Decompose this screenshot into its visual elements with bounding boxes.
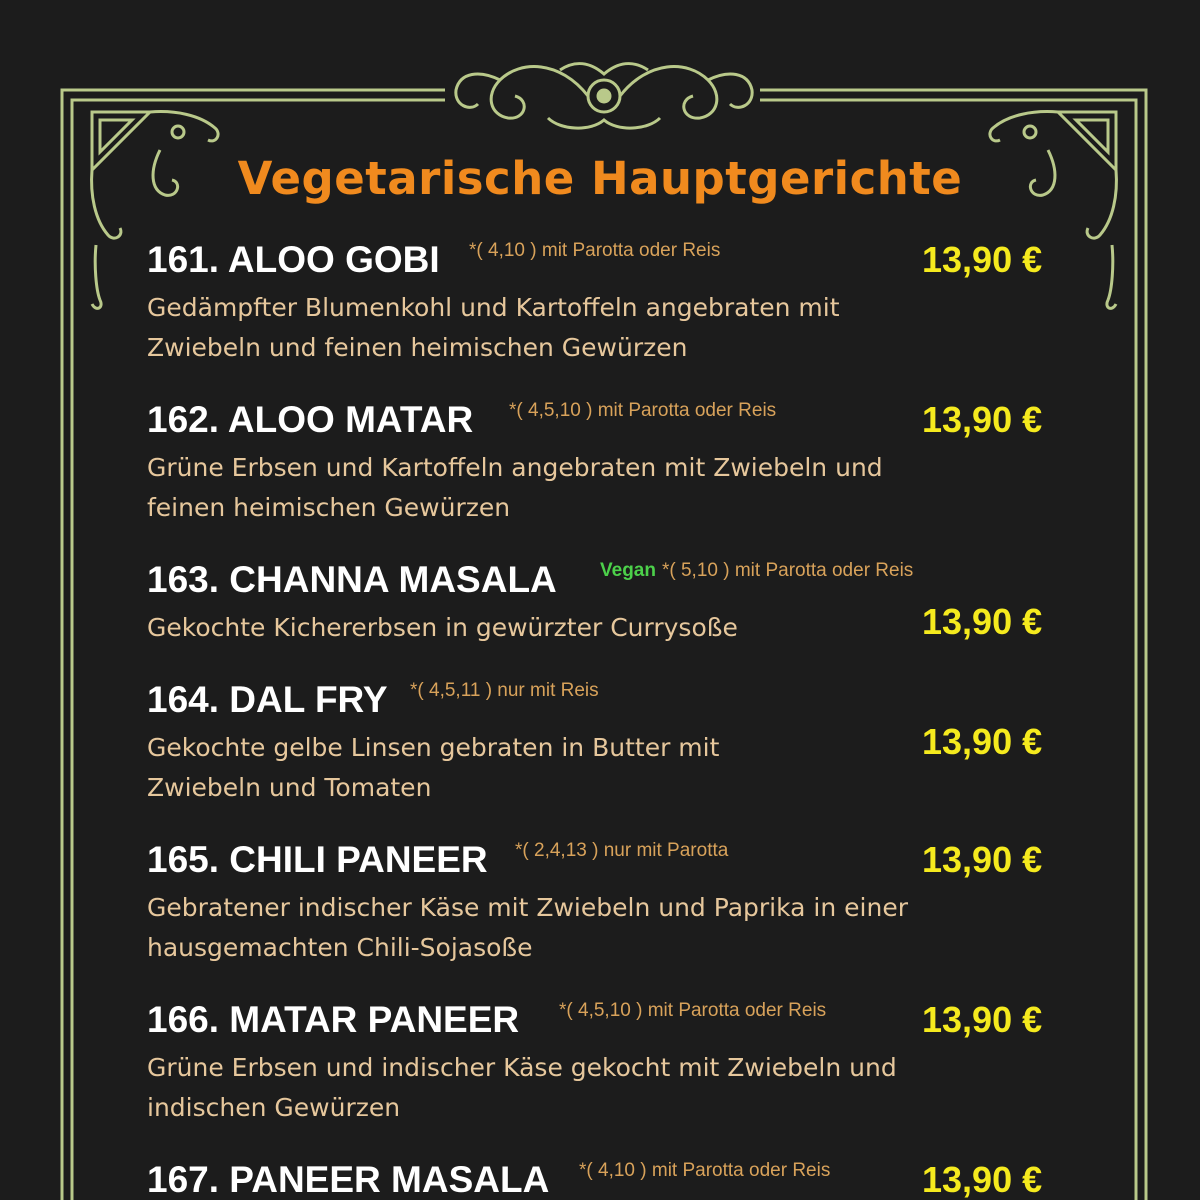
top-ornament-icon [456,64,752,128]
item-name: 162. ALOO MATAR [147,399,474,440]
item-note: *( 4,5,11 ) nur mit Reis [410,680,599,701]
item-note: *( 4,5,10 ) mit Parotta oder Reis [509,400,777,421]
item-price: 13,90 € [922,999,1043,1040]
item-price: 13,90 € [922,399,1043,440]
item-note: *( 4,10 ) mit Parotta oder Reis [469,240,721,261]
item-price: 13,90 € [922,721,1043,762]
item-description: Gedämpfter Blumenkohl und Kartoffeln angebraten mit Zwiebeln und feinen heimischen Gewürzen [147,293,840,362]
item-name: 166. MATAR PANEER [147,999,520,1040]
item-description: Gekochte Kichererbsen in gewürzter Currysoße [147,613,738,642]
item-price: 13,90 € [922,239,1043,280]
item-price: 13,90 € [922,839,1043,880]
item-description: Gebratener indischer Käse mit Zwiebeln und Paprika in einer hausgemachten Chili-Sojasoße [147,893,908,962]
item-name: 164. DAL FRY [147,679,388,720]
item-price: 13,90 € [922,601,1043,642]
item-note: *( 4,10 ) mit Parotta oder Reis [579,1160,831,1181]
item-description: Grüne Erbsen und Kartoffeln angebraten mit Zwiebeln und feinen heimischen Gewürzen [147,453,883,522]
item-name: 167. PANEER MASALA [147,1159,550,1200]
item-price: 13,90 € [922,1159,1043,1200]
item-note: *( 4,5,10 ) mit Parotta oder Reis [559,1000,827,1021]
item-name: 165. CHILI PANEER [147,839,488,880]
item-description: Grüne Erbsen und indischer Käse gekocht mit Zwiebeln und indischen Gewürzen [147,1053,897,1122]
item-note: Vegan *( 5,10 ) mit Parotta oder Reis [600,560,914,581]
item-name: 163. CHANNA MASALA [147,559,557,600]
vegan-badge: Vegan [600,560,656,581]
menu-title: Vegetarische Hauptgerichte [237,152,963,205]
item-description: Gekochte gelbe Linsen gebraten in Butter mit Zwiebeln und Tomaten [147,733,720,802]
item-note: *( 2,4,13 ) nur mit Parotta [515,840,729,861]
item-name: 161. ALOO GOBI [147,239,440,280]
